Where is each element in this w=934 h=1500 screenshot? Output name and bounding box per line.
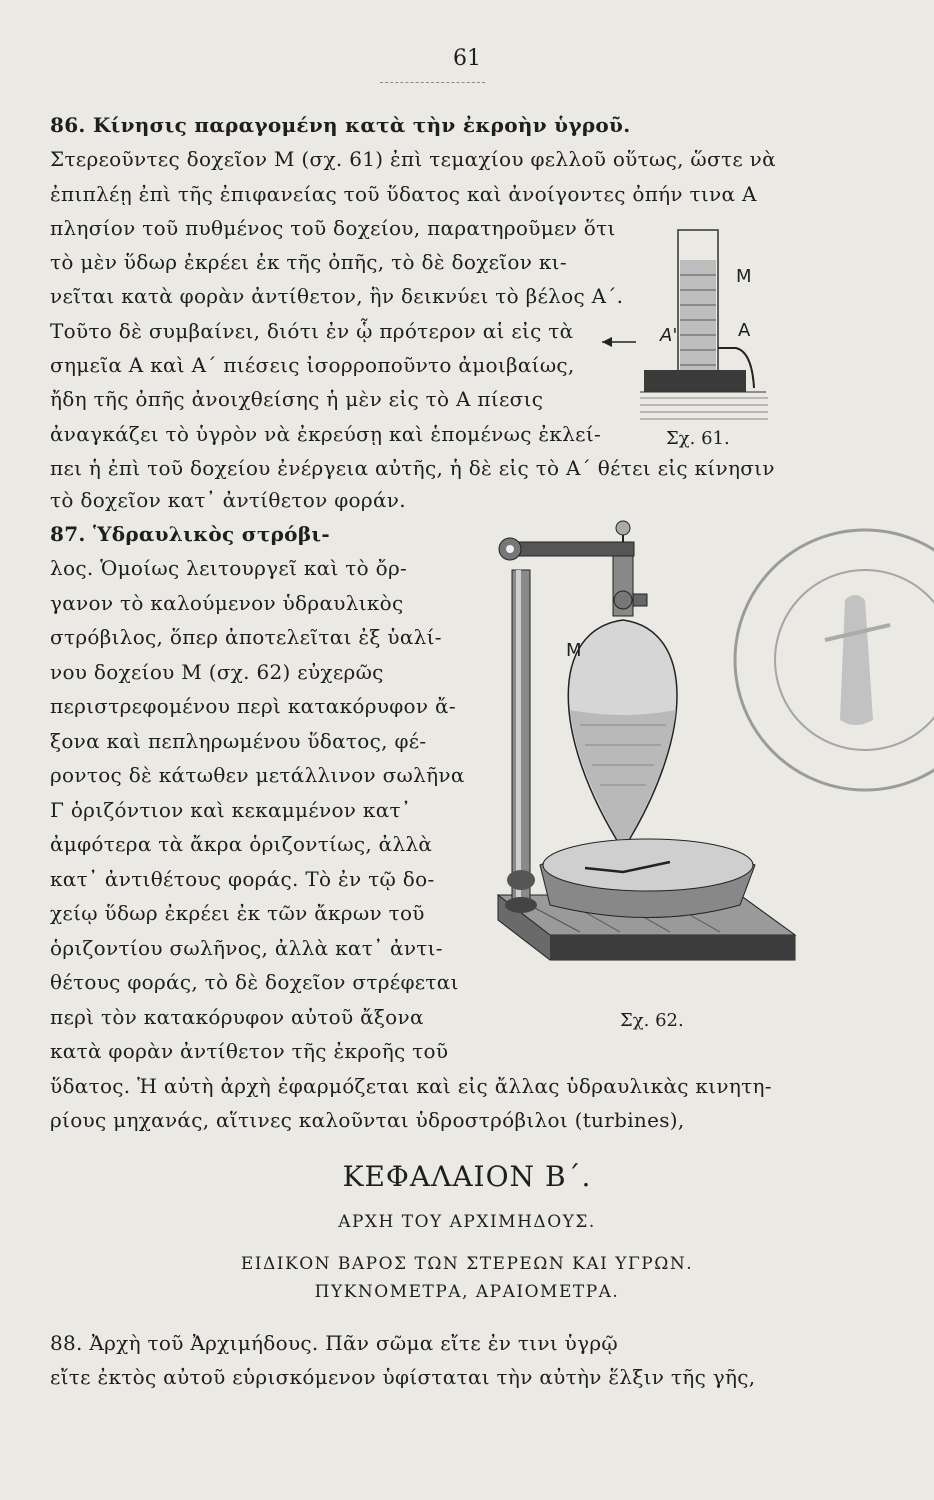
library-stamp xyxy=(705,520,934,824)
text-line: περὶ τὸν κατακόρυφον αὐτοῦ ἄξονα xyxy=(50,1005,424,1029)
text-line: ὁριζοντίου σωλῆνος, ἀλλὰ κατ᾽ ἀντι- xyxy=(50,936,443,960)
figure-61-label-a: A xyxy=(738,320,751,341)
text-line: περιστρεφομένου περὶ κατακόρυφον ἄ- xyxy=(50,694,456,718)
text-line: ἤδη τῆς ὀπῆς ἀνοιχθείσης ἡ μὲν εἰς τὸ Α πίεσις xyxy=(50,387,544,411)
chapter-subhead-1: ΕΙΔΙΚΟΝ ΒΑΡΟΣ ΤΩΝ ΣΤΕΡΕΩΝ ΚΑΙ ΥΓΡΩΝ. xyxy=(240,1254,694,1274)
text-line: κατ᾽ ἀντιθέτους φοράς. Τὸ ἐν τῷ δο- xyxy=(50,867,435,891)
figure-62-caption: Σχ. 62. xyxy=(620,1010,684,1031)
section-86-heading: 86. Κίνησις παραγομένη κατὰ τὴν ἐκροὴν ὑγροῦ. xyxy=(50,113,631,137)
text-line: εἴτε ἐκτὸς αὐτοῦ εὑρισκόμενον ὑφίσταται τὴν αὐτὴν ἕλξιν τῆς γῆς, xyxy=(50,1365,756,1389)
text-line: τὸ δοχεῖον κατ᾽ ἀντίθετον φοράν. xyxy=(50,488,406,512)
figure-61-caption: Σχ. 61. xyxy=(666,428,730,449)
text-line: ροντος δὲ κάτωθεν μετάλλινον σωλῆνα xyxy=(50,763,465,787)
section-88-heading: 88. Ἀρχὴ τοῦ Ἀρχιμήδους. Πᾶν σῶμα εἴτε ἐν τινι ὑγρῷ xyxy=(50,1331,619,1355)
text-line: Τοῦτο δὲ συμβαίνει, διότι ἐν ᾧ πρότερον αἱ εἰς τὰ xyxy=(50,319,574,343)
text-line: θέτους φοράς, τὸ δὲ δοχεῖον στρέφεται xyxy=(50,970,459,994)
text-line: πει ἡ ἐπὶ τοῦ δοχείου ἐνέργεια αὐτῆς, ἡ δὲ εἰς τὸ Α΄ θέτει εἰς κίνησιν xyxy=(50,456,775,480)
text-line: σημεῖα Α καὶ Α΄ πιέσεις ἰσορροποῦντο ἀμοιβαίως, xyxy=(50,353,575,377)
text-line: ὕδατος. Ἡ αὐτὴ ἀρχὴ ἐφαρμόζεται καὶ εἰς ἄλλας ὑδραυλικὰς κινητη- xyxy=(50,1074,772,1098)
chapter-title: ΚΕΦΑΛΑΙΟΝ Β΄. xyxy=(342,1160,592,1193)
figure-61-label-a-prime: A' xyxy=(660,325,678,346)
header-rule xyxy=(380,82,485,83)
figure-61-label-m: M xyxy=(736,266,752,287)
text-line: νεῖται κατὰ φορὰν ἀντίθετον, ἣν δεικνύει τὸ βέλος Α΄. xyxy=(50,284,624,308)
text-line: νου δοχείου Μ (σχ. 62) εὐχερῶς xyxy=(50,660,384,684)
text-line: κατὰ φορὰν ἀντίθετον τῆς ἐκροῆς τοῦ xyxy=(50,1039,449,1063)
page-number: 61 xyxy=(453,46,481,71)
arrow-left-icon xyxy=(598,328,644,354)
text-line: ξονα καὶ πεπληρωμένου ὕδατος, φέ- xyxy=(50,729,427,753)
chapter-subhead-2: ΠΥΚΝΟΜΕΤΡΑ, ΑΡΑΙΟΜΕΤΡΑ. xyxy=(314,1282,620,1302)
text-line: πλησίον τοῦ πυθμένος τοῦ δοχείου, παρατηροῦμεν ὅτι xyxy=(50,216,616,240)
text-line: ἐπιπλέῃ ἐπὶ τῆς ἐπιφανείας τοῦ ὕδατος καὶ ἀνοίγοντες ὀπήν τινα Α xyxy=(50,182,757,206)
text-line: λος. Ὁμοίως λειτουργεῖ καὶ τὸ ὄρ- xyxy=(50,556,408,580)
text-line: ρίους μηχανάς, αἵτινες καλοῦνται ὑδροστρόβιλοι (turbines), xyxy=(50,1108,685,1132)
text-line: χείῳ ὕδωρ ἐκρέει ἐκ τῶν ἄκρων τοῦ xyxy=(50,901,425,925)
text-line: γανον τὸ καλούμενον ὑδραυλικὸς xyxy=(50,591,404,615)
figure-61-arrow xyxy=(598,328,644,354)
library-seal-stamp xyxy=(705,520,934,820)
text-line: τὸ μὲν ὕδωρ ἐκρέει ἐκ τῆς ὀπῆς, τὸ δὲ δοχεῖον κι- xyxy=(50,250,567,274)
text-line: Στερεοῦντες δοχεῖον Μ (σχ. 61) ἐπὶ τεμαχίου φελλοῦ οὕτως, ὥστε νὰ xyxy=(50,147,776,171)
chapter-subtitle: ΑΡΧΗ ΤΟΥ ΑΡΧΙΜΗΔΟΥΣ. xyxy=(338,1212,596,1232)
figure-62-label-m: M xyxy=(566,640,582,661)
section-87-heading: 87. Ὑδραυλικὸς στρόβι- xyxy=(50,522,330,546)
text-line: Γ ὁριζόντιον καὶ κεκαμμένον κατ᾽ xyxy=(50,798,412,822)
text-line: στρόβιλος, ὅπερ ἀποτελεῖται ἐξ ὑαλί- xyxy=(50,625,442,649)
text-line: ἀμφότερα τὰ ἄκρα ὁριζοντίως, ἀλλὰ xyxy=(50,832,433,856)
text-line: ἀναγκάζει τὸ ὑγρὸν νὰ ἐκρεύσῃ καὶ ἑπομένως ἐκλεί- xyxy=(50,422,602,446)
